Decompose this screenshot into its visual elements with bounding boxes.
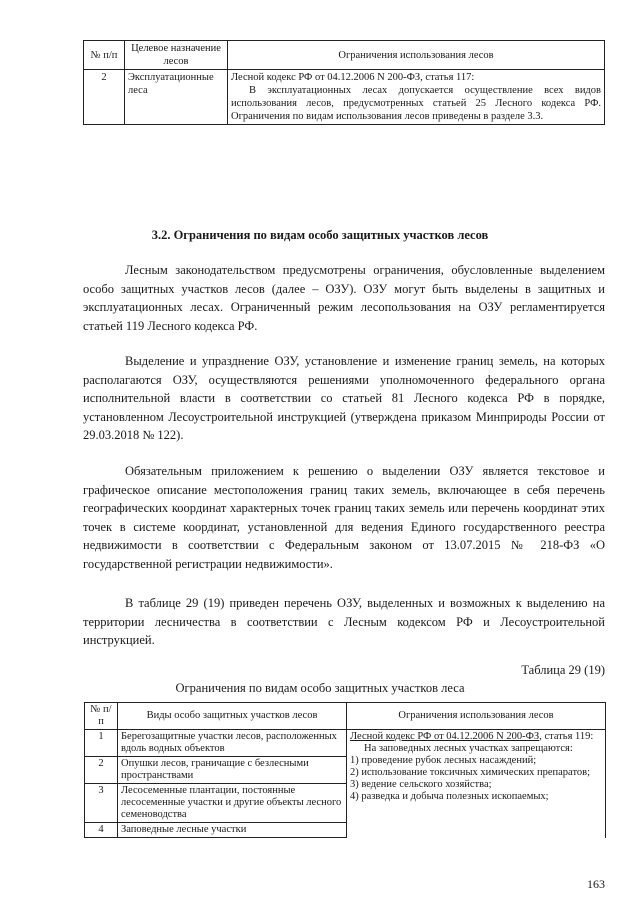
row-num: 3 <box>85 784 118 823</box>
paragraph-4: В таблице 29 (19) приведен перечень ОЗУ, выделенных и возможных к выделению на территории лесничества в соответствии с Лесным кодексом РФ и Лесоустроительной инструкцией. <box>83 596 605 647</box>
col-header-restrictions: Ограничения использования лесов <box>347 703 606 730</box>
col-header-num: № п/п <box>85 703 118 730</box>
paragraph-3: Обязательным приложением к решению о выделении ОЗУ является текстовое и графическое описание местоположения границ таких земель, включающее в себя перечень географических координат характерных точек границ таких земель или перечень координат этих точек в системе координат, установленной для ведения Единого государственного реестра недвижимости в соответствии с Федеральным законом от 13.07.2015 № 218-ФЗ «О государственной регистрации недвижимости». <box>83 464 605 571</box>
row-type: Берегозащитные участки лесов, расположенных вдоль водных объектов <box>118 730 347 757</box>
row-type: Лесосеменные плантации, постоянные лесосеменные участки и другие объекты лесного семеноводства <box>118 784 347 823</box>
row-purpose: Эксплуатационные леса <box>125 70 228 125</box>
table-header-row <box>84 41 605 70</box>
law-article: , статья 119: <box>539 731 594 742</box>
col-header-purpose: Целевое назначение лесов <box>125 41 228 70</box>
prohibition-item: 1) проведение рубок лесных насаждений; <box>350 755 537 766</box>
prohibit-intro: На заповедных лесных участках запрещаются: <box>364 743 573 754</box>
col-header-type: Виды особо защитных участков лесов <box>118 703 347 730</box>
law-reference-line <box>350 731 602 743</box>
prohibition-item: 4) разведка и добыча полезных ископаемых; <box>350 791 549 802</box>
row-num: 2 <box>84 70 125 125</box>
protective-plots-table <box>84 702 606 838</box>
table-title: Ограничения по видам особо защитных участков леса <box>175 681 465 695</box>
row-restrictions <box>347 730 606 838</box>
paragraph-1: Лесным законодательством предусмотрены ограничения, обусловленные выделением особо защитных участков лесов (далее – ОЗУ). ОЗУ могут быть выделены в защитных и эксплуатационных лесах. Ограниченный режим лесопользования на ОЗУ регламентируется статьей 119 Лесного кодекса РФ. <box>83 263 605 333</box>
row-restrictions <box>228 70 605 125</box>
prohibition-item: 3) ведение сельского хозяйства; <box>350 779 492 790</box>
col-header-num: № п/п <box>84 41 125 70</box>
row-num: 2 <box>85 757 118 784</box>
paragraph-2: Выделение и упразднение ОЗУ, установление и изменение границ земель, на которых располагаются ОЗУ, осуществляются решениями уполномоченного федерального органа исполнительной власти в соответствии со статьей 81 Лесного кодекса РФ в порядке, установленном Лесоустроительной инструкцией (утверждена приказом Минприроды России от 29.03.2018 № 122). <box>83 354 605 442</box>
row-num: 1 <box>85 730 118 757</box>
section-heading: 3.2. Ограничения по видам особо защитных участков лесов <box>151 228 489 242</box>
table-number: Таблица 29 (19) <box>521 663 605 677</box>
forest-purpose-table <box>83 40 605 125</box>
table-row <box>84 70 605 125</box>
law-reference: Лесной кодекс РФ от 04.12.2006 N 200-ФЗ <box>350 731 540 742</box>
row-type: Опушки лесов, граничащие с безлесными пространствами <box>118 757 347 784</box>
page-number: 163 <box>587 877 605 891</box>
table-row <box>85 730 606 757</box>
restriction-text: В эксплуатационных лесах допускается осуществление всех видов использования лесов, предусмотренных статьей 25 Лесного кодекса РФ. Ограничения по видам использования лесов приведены в разделе 3.3. <box>231 85 601 122</box>
row-type: Заповедные лесные участки <box>118 823 347 838</box>
row-num: 4 <box>85 823 118 838</box>
table-header-row <box>85 703 606 730</box>
col-header-restrictions: Ограничения использования лесов <box>228 41 605 70</box>
law-reference: Лесной кодекс РФ от 04.12.2006 N 200-ФЗ, статья 117: <box>231 72 475 83</box>
prohibition-item: 2) использование токсичных химических препаратов; <box>350 767 591 778</box>
